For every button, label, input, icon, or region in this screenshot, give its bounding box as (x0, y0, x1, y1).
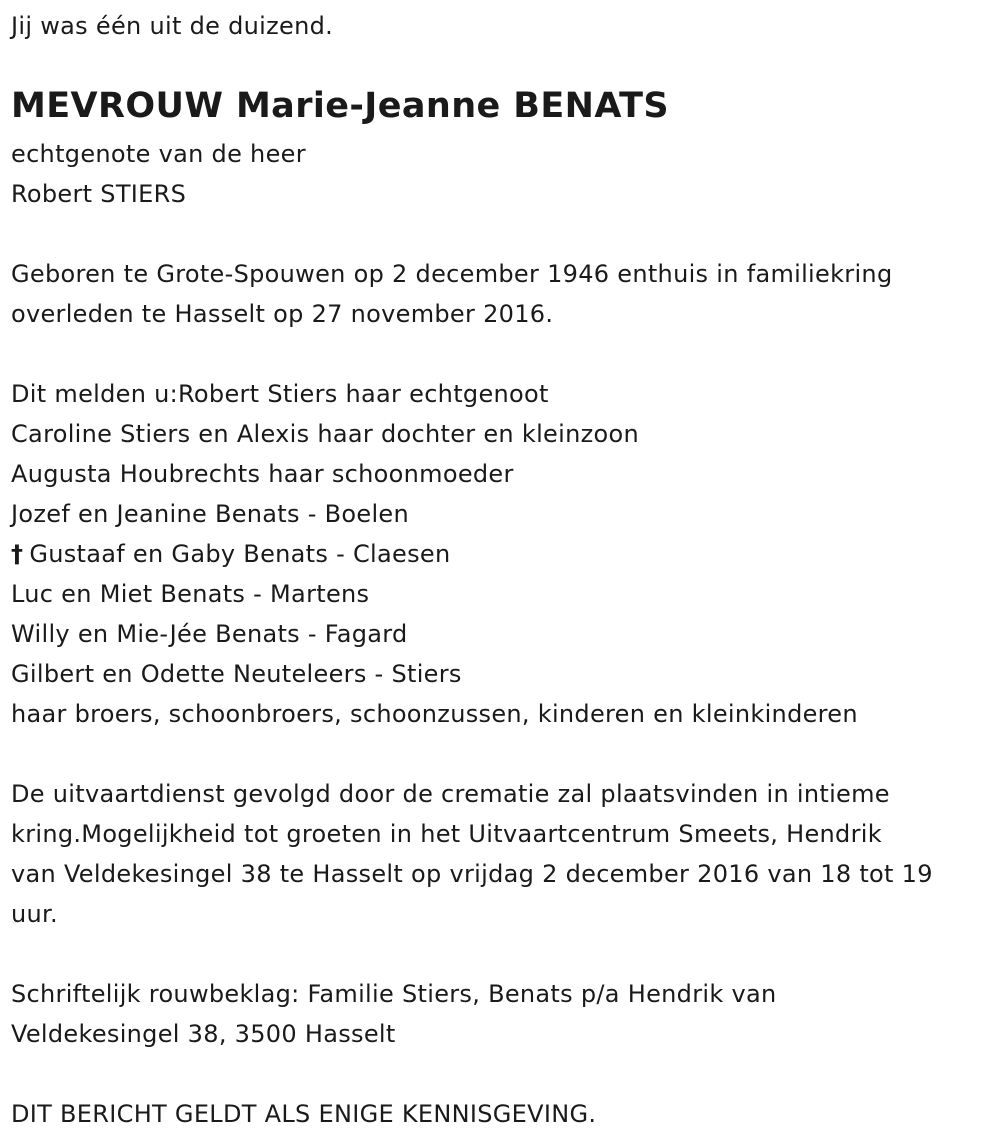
announcer-line: Gilbert en Odette Neuteleers - Stiers (11, 660, 462, 688)
funeral-line: van Veldekesingel 38 te Hasselt op vrijdag 2 december 2016 van 18 tot 19 (11, 860, 933, 888)
death-line: overleden te Hasselt op 27 november 2016. (11, 300, 554, 328)
announcer-line: Caroline Stiers en Alexis haar dochter en kleinzoon (11, 420, 639, 448)
funeral-line: De uitvaartdienst gevolgd door de crematie zal plaatsvinden in intieme (11, 780, 890, 808)
condolences-line: Schriftelijk rouwbeklag: Familie Stiers, Benats p/a Hendrik van (11, 980, 777, 1008)
funeral-line: kring.Mogelijkheid tot groeten in het Uitvaartcentrum Smeets, Hendrik (11, 820, 882, 848)
condolences-line: Veldekesingel 38, 3500 Hasselt (11, 1020, 396, 1048)
announcer-line: Augusta Houbrechts haar schoonmoeder (11, 460, 514, 488)
announcer-deceased-text: Gustaaf en Gaby Benats - Claesen (29, 540, 451, 568)
spouse-line: echtgenote van de heer (11, 140, 306, 168)
announcers-block (11, 374, 858, 734)
announcers-intro: Dit melden u:Robert Stiers haar echtgenoot (11, 380, 549, 408)
funeral-line: uur. (11, 900, 58, 928)
announcer-line-deceased (11, 534, 858, 574)
condolences-block (11, 974, 776, 1054)
closing-block (11, 1094, 596, 1134)
cross-icon: † (11, 540, 24, 568)
spouse-name: Robert STIERS (11, 180, 187, 208)
funeral-block (11, 774, 933, 934)
announcer-line: Jozef en Jeanine Benats - Boelen (11, 500, 409, 528)
closing-line: DIT BERICHT GELDT ALS ENIGE KENNISGEVING. (11, 1100, 597, 1128)
announcer-line: Willy en Mie-Jée Benats - Fagard (11, 620, 408, 648)
birth-death-block (11, 254, 892, 334)
announcer-line: haar broers, schoonbroers, schoonzussen, kinderen en kleinkinderen (11, 700, 858, 728)
spouse-block (11, 134, 306, 214)
intro-line: Jij was één uit de duizend. (11, 12, 334, 40)
deceased-name: MEVROUW Marie-Jeanne BENATS (11, 86, 669, 126)
announcer-line: Luc en Miet Benats - Martens (11, 580, 370, 608)
birth-line: Geboren te Grote-Spouwen op 2 december 1946 enthuis in familiekring (11, 260, 893, 288)
